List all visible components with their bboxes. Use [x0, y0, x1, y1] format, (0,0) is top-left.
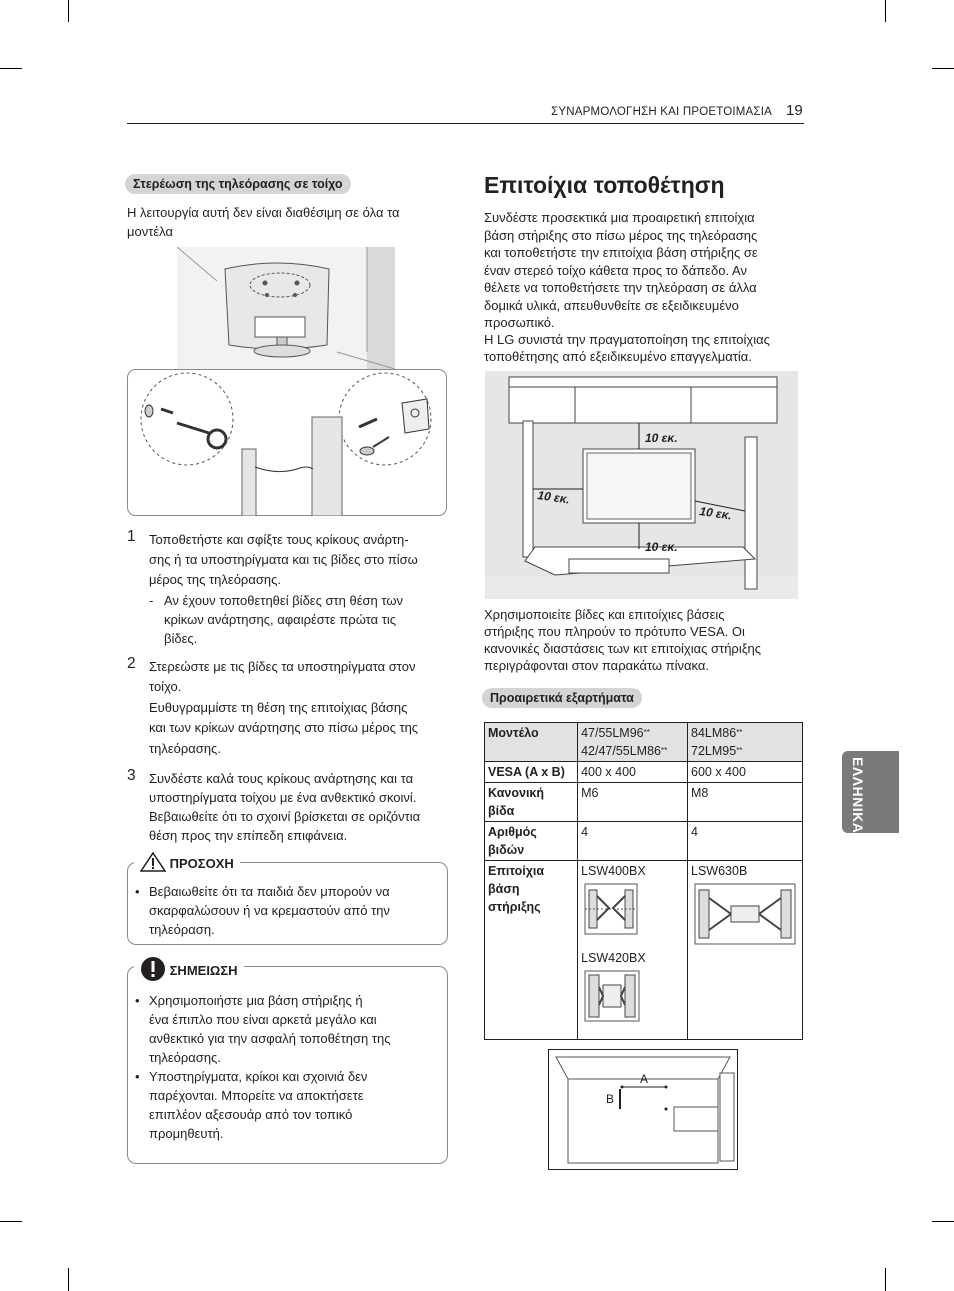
para-1-line-8: Η LG συνιστά την πραγματοποίηση της επιτοίχιας: [484, 332, 770, 347]
note-2-line-3: επιπλέον αξεσουάρ από τον τοπικό: [149, 1107, 353, 1122]
table-cell: [485, 723, 578, 762]
exclamation-icon: [140, 956, 166, 982]
page-title: Επιτοίχια τοποθέτηση: [484, 172, 725, 198]
clearance-right-label: 10 εκ.: [698, 504, 733, 523]
note-2-line-2: παρέχονται. Μπορείτε να αποκτήσετε: [149, 1088, 364, 1103]
step-1-line-3: μέρος της τηλεόρασης.: [149, 572, 281, 587]
note-title: ΣΗΜΕΙΩΣΗ: [169, 963, 238, 978]
table-cell: [578, 723, 688, 762]
para-1-line-5: θέλετε να τοποθετήσετε την τηλεόραση σε άλλα: [484, 280, 757, 295]
model-a-1: 47/55LM96**: [581, 726, 650, 740]
caution-header: [134, 852, 240, 872]
vesa-value-a: 400 x 400: [578, 762, 688, 783]
sub-note-line-3: βίδες.: [164, 631, 198, 646]
count-value-b: 4: [688, 822, 803, 861]
intro-line-1: Η λειτουργία αυτή δεν είναι διαθέσιμη σε όλα τα: [127, 205, 400, 220]
count-value-a: 4: [578, 822, 688, 861]
step-number: 2: [127, 655, 136, 672]
step-2-line-1: Στερεώστε με τις βίδες τα υποστηρίγματα στον: [149, 659, 416, 674]
clearance-left-label: 10 εκ.: [536, 488, 571, 507]
step-1-line-2: σης ή τα υποστηρίγματα και τις βίδες στο πίσω: [149, 552, 418, 567]
note-1-line-3: ανθεκτικό για την ασφαλή τοποθέτηση της: [149, 1031, 391, 1046]
step-3-line-4: θέση προς την επίπεδη επιφάνεια.: [149, 828, 348, 843]
screw-label-2: βίδα: [488, 804, 515, 818]
screw-value-b: M8: [688, 783, 803, 822]
caution-line-2: σκαρφαλώσουν ή να κρεμαστούν από την: [149, 903, 390, 918]
table-cell: [485, 822, 578, 861]
table-cell: [485, 783, 578, 822]
para-1-line-3: και τοποθετήστε την επιτοίχια βάση στήριξης σε: [484, 245, 758, 260]
crop-mark: [885, 0, 886, 22]
para-2-line-2: στήριξης που πληρούν το πρότυπο VESA. Οι: [484, 624, 745, 639]
step-3-line-2: υποστηρίγματα τοίχου με ένα ανθεκτικό σκοινί.: [149, 790, 417, 805]
sub-note-line-2: κρίκων ανάρτησης, αφαιρέστε πρώτα τις: [164, 612, 397, 627]
step-number: 3: [127, 767, 136, 784]
step-2-line-3: Ευθυγραμμίστε τη θέση της επιτοίχιας βάσης: [149, 700, 408, 715]
sub-note-line-1: Αν έχουν τοποθετηθεί βίδες στη θέση των: [164, 593, 403, 608]
table-cell: [485, 861, 578, 1040]
tv-back-illustration: [177, 247, 395, 369]
running-header: ΣΥΝΑΡΜΟΛΟΓΗΣΗ ΚΑΙ ΠΡΟΕΤΟΙΜΑΣΙΑ: [551, 106, 772, 118]
language-tab: [842, 751, 899, 833]
model-label: Μοντέλο: [488, 726, 539, 740]
section-label-options: Προαιρετικά εξαρτήματα: [482, 688, 642, 708]
crop-mark: [0, 1221, 22, 1222]
model-b-2: 72LM95**: [691, 744, 743, 758]
wall-bracket-illustration: [127, 369, 447, 516]
table-cell: [578, 861, 688, 1040]
crop-mark: [885, 1268, 886, 1291]
bracket-label-2: βάση: [488, 882, 520, 896]
bracket-lsw400bx-image: [581, 880, 641, 938]
para-1-line-1: Συνδέστε προσεκτικά μια προαιρετική επιτοίχια: [484, 210, 755, 225]
note-header: [134, 956, 244, 982]
crop-mark: [932, 68, 954, 69]
vesa-value-b: 600 x 400: [688, 762, 803, 783]
note-2-line-1: Υποστηρίγματα, κρίκοι και σχοινιά δεν: [149, 1069, 368, 1084]
crop-mark: [68, 0, 69, 22]
model-b-1: 84LM86**: [691, 726, 743, 740]
step-3-line-1: Συνδέστε καλά τους κρίκους ανάρτησης και τα: [149, 771, 414, 786]
section-label-wall-fixing: Στερέωση της τηλεόρασης σε τοίχο: [125, 174, 351, 194]
bullet: •: [135, 993, 140, 1008]
table-cell: [688, 861, 803, 1040]
clearance-bottom-label: 10 εκ.: [645, 540, 678, 554]
note-1-line-4: τηλεόρασης.: [149, 1050, 221, 1065]
table-cell: [688, 723, 803, 762]
note-1-line-2: ένα έπιπλο που είναι αρκετά μεγάλο και: [149, 1012, 377, 1027]
bullet: •: [135, 1069, 140, 1084]
caution-line-1: Βεβαιωθείτε ότι τα παιδιά δεν μπορούν να: [149, 884, 390, 899]
vesa-dimension-diagram: [548, 1049, 738, 1170]
step-2-line-5: τηλεόρασης.: [149, 741, 221, 756]
para-1-line-2: βάση στήριξης στο πίσω μέρος της τηλεόρασης: [484, 228, 758, 243]
para-2-line-3: κανονικές διαστάσεις των κιτ επιτοίχιας στήριξης: [484, 641, 762, 656]
table-row: [485, 762, 803, 783]
vesa-b-label: B: [606, 1092, 615, 1106]
crop-mark: [0, 68, 22, 69]
note-2-line-4: προμηθευτή.: [149, 1126, 224, 1141]
bracket-label-3: στήριξης: [488, 900, 541, 914]
language-tab-label: ΕΛΛΗΝΙΚΑ: [850, 757, 866, 834]
para-1-line-6: δομικά υλικά, απευθυνθείτε σε εξειδικευμένο: [484, 298, 739, 313]
bracket-label-1: Επιτοίχια: [488, 864, 545, 878]
table-row: [485, 723, 803, 762]
bracket-lsw420bx-image: [581, 967, 643, 1025]
para-2-line-1: Χρησιμοποιείτε βίδες και επιτοίχιες βάσεις: [484, 607, 725, 622]
step-2-line-4: και των κρίκων ανάρτησης στο πίσω μέρος της: [149, 720, 419, 735]
sub-note-dash: -: [149, 593, 154, 608]
screw-value-a: M6: [578, 783, 688, 822]
model-a-2: 42/47/55LM86**: [581, 744, 668, 758]
para-1-line-7: προσωπικό.: [484, 315, 555, 330]
para-1-line-4: έναν στερεό τοίχο κάθετα προς το δάπεδο. Αν: [484, 263, 747, 278]
bracket-lsw630b-image: [691, 880, 799, 948]
bracket-a-name-2: LSW420BX: [581, 951, 646, 965]
clearance-top-label: 10 εκ.: [645, 431, 678, 445]
count-label-1: Αριθμός: [488, 825, 537, 839]
bullet: •: [135, 884, 140, 899]
count-label-2: βιδών: [488, 843, 525, 857]
table-row: [485, 783, 803, 822]
step-3-line-3: Βεβαιωθείτε ότι το σχοινί βρίσκεται σε οριζόντια: [149, 809, 421, 824]
warning-triangle-icon: [140, 852, 166, 872]
vesa-spec-table: [484, 722, 803, 1040]
caution-title: ΠΡΟΣΟΧΗ: [169, 856, 234, 871]
page-number: 19: [786, 102, 803, 119]
crop-mark: [68, 1268, 69, 1291]
step-1-line-1: Τοποθετήστε και σφίξτε τους κρίκους ανάρτη-: [149, 532, 409, 547]
clearance-illustration: [485, 371, 798, 599]
table-row: [485, 822, 803, 861]
vesa-a-label: A: [640, 1072, 649, 1086]
step-number: 1: [127, 528, 136, 545]
bracket-a-name-1: LSW400BX: [581, 864, 646, 878]
table-row: [485, 861, 803, 1040]
bracket-b-name: LSW630B: [691, 864, 748, 878]
caution-line-3: τηλεόραση.: [149, 922, 215, 937]
header-rule: [127, 123, 804, 124]
para-1-line-9: τοποθέτησης από εξειδικευμένο επαγγελματία.: [484, 349, 752, 364]
para-2-line-4: περιγράφονται στον παρακάτω πίνακα.: [484, 658, 710, 673]
intro-line-2: μοντέλα: [127, 224, 173, 239]
step-2-line-2: τοίχο.: [149, 679, 182, 694]
screw-label-1: Κανονική: [488, 786, 545, 800]
crop-mark: [932, 1221, 954, 1222]
note-1-line-1: Χρησιμοποιήστε μια βάση στήριξης ή: [149, 993, 363, 1008]
vesa-label: VESA (A x B): [485, 762, 578, 783]
